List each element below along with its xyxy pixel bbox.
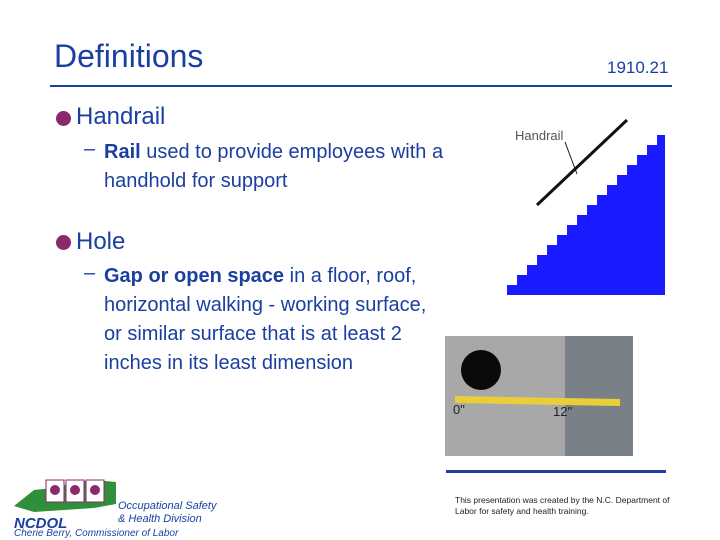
handrail-label: Handrail bbox=[515, 128, 564, 143]
term-handrail: Handrail bbox=[76, 103, 166, 130]
definition-hole bbox=[104, 262, 444, 378]
slide-title: Definitions bbox=[54, 38, 204, 74]
handrail-stair-illustration bbox=[505, 110, 670, 300]
term-hole: Hole bbox=[76, 228, 126, 255]
logo-line-2: & Health Division bbox=[118, 513, 202, 525]
definition-text: in a floor, roof, horizontal walking - working surface, or similar surface that is at least 2 inches in its least dimension bbox=[104, 265, 427, 374]
logo-name: NCDOL bbox=[14, 515, 68, 532]
ruler-start-label: 0" bbox=[453, 402, 465, 417]
bullet-icon bbox=[56, 111, 71, 126]
title-divider bbox=[50, 85, 672, 87]
definition-text: used to provide employees with a handhold for support bbox=[104, 141, 444, 192]
logo-line-1: Occupational Safety bbox=[118, 500, 217, 512]
hole-shape bbox=[461, 350, 501, 390]
floor-hole-photo bbox=[445, 336, 633, 456]
definition-handrail bbox=[104, 138, 464, 196]
footer-divider bbox=[446, 470, 666, 473]
ruler-end-label: 12" bbox=[553, 404, 573, 419]
floor-hole-image bbox=[445, 336, 633, 456]
dash-icon: – bbox=[84, 138, 96, 160]
bullet-icon bbox=[56, 235, 71, 250]
logo-commissioner: Cherie Berry, Commissioner of Labor bbox=[14, 528, 179, 539]
standard-reference: 1910.21 bbox=[607, 58, 669, 77]
definition-key-phrase: Rail bbox=[104, 141, 141, 163]
credit-text: This presentation was created by the N.C. Department of Labor for safety and health training. bbox=[455, 495, 670, 516]
definition-key-phrase: Gap or open space bbox=[104, 265, 285, 287]
dash-icon: – bbox=[84, 262, 96, 284]
